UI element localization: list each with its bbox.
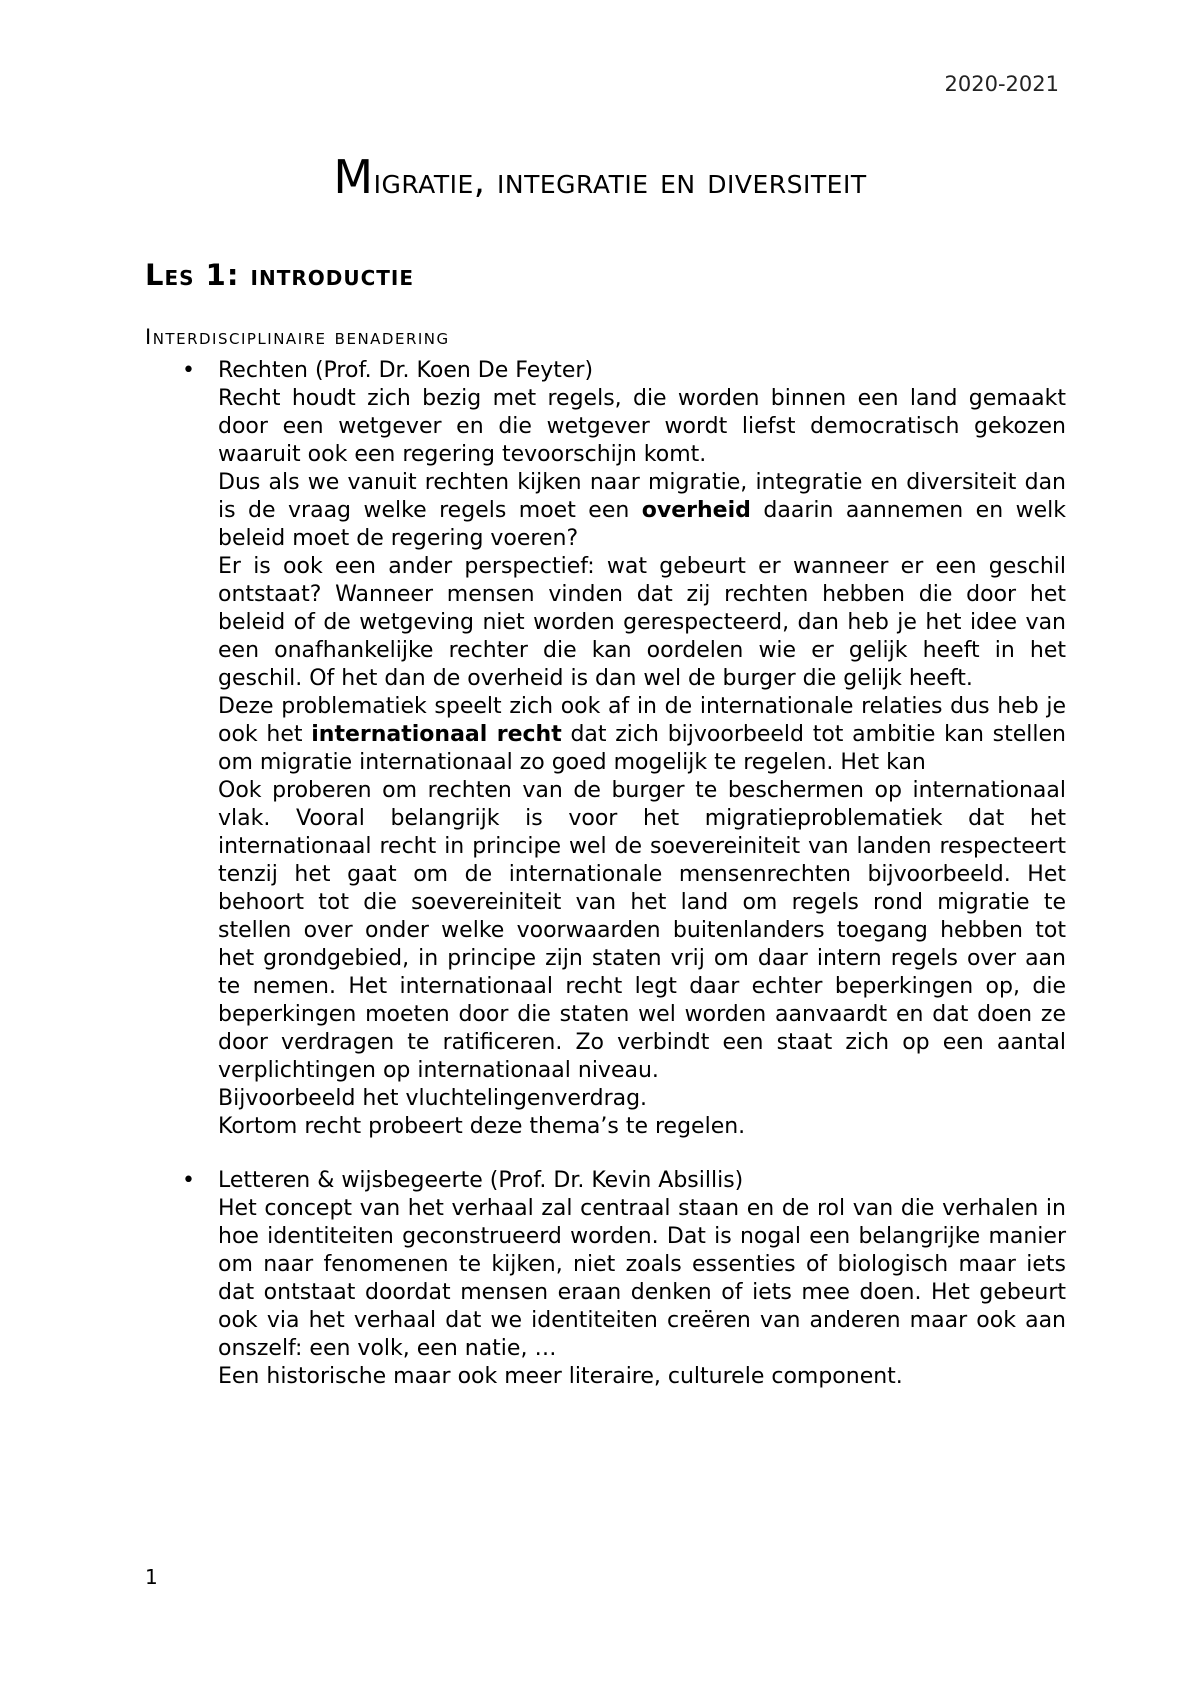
lesson-heading	[145, 258, 414, 292]
bullet-icon: •	[182, 358, 195, 383]
section-rest: nterdisciplinaire benadering	[152, 325, 450, 349]
bullet-icon: •	[182, 1168, 195, 1193]
paragraph: Er is ook een ander perspectief: wat gebeurt er wanneer er een geschil ontstaat? Wanneer mensen vinden dat zij rechten hebben die door het beleid of de wetgeving niet worden gerespecteerd, dan heb je het idee van een onafhankelijke rechter die kan oordelen wie er gelijk heeft in het geschil. Of het dan de overheid is dan wel de burger die gelijk heeft.	[218, 554, 1066, 691]
paragraph: Ook proberen om rechten van de burger te beschermen op internationaal vlak. Vooral belangrijk is voor het migratieproblematiek dat het internationaal recht in principe wel de soevereiniteit van landen respecteert tenzij het gaat om de internationale mensenrechten bijvoorbeeld. Het behoort tot die soevereiniteit van het land om regels rond migratie te stellen over onder welke voorwaarden buitenlanders toegang hebben tot het grondgebied, in principe zijn staten vrij om daar intern regels over aan te nemen. Het internationaal recht legt daar echter beperkingen op, die beperkingen moeten door die staten wel worden aanvaardt en dat doen ze door verdragen te ratificeren. Zo verbindt een staat zich op een aantal verplichtingen op internationaal niveau.	[218, 778, 1066, 1083]
title-rest: igratie, integratie en diversiteit	[373, 162, 867, 202]
title-initial: M	[333, 150, 374, 204]
text-run: daarin aannemen en welk beleid moet de regering voeren?	[218, 498, 1067, 551]
item-heading: Letteren & wijsbegeerte (Prof. Dr. Kevin Absillis)	[218, 1168, 744, 1193]
list-item-rechten	[180, 357, 1066, 1141]
section-heading	[145, 325, 450, 349]
lesson-initial: L	[145, 258, 165, 292]
section-initial: I	[145, 325, 153, 349]
page-number: 1	[145, 1565, 158, 1589]
paragraph: Kortom recht probeert deze thema’s te regelen.	[218, 1114, 746, 1139]
bullet-list	[180, 357, 1066, 1391]
lesson-rest: es 1: introductie	[164, 258, 415, 292]
paragraph: Een historische maar ook meer literaire, culturele component.	[218, 1364, 903, 1389]
paragraph: Recht houdt zich bezig met regels, die worden binnen een land gemaakt door een wetgever en die wetgever wordt liefst democratisch gekozen waaruit ook een regering tevoorschijn komt.	[218, 386, 1066, 467]
paragraph	[218, 469, 1066, 553]
text-run: Dus als we vanuit rechten kijken naar migratie, integratie en diversiteit dan is de vraag welke regels moet een	[218, 470, 1066, 523]
emphasis-internationaal-recht: internationaal recht	[311, 722, 562, 747]
item-heading: Rechten (Prof. Dr. Koen De Feyter)	[218, 358, 594, 383]
paragraph	[218, 693, 1066, 777]
text-run: Deze problematiek speelt zich ook af in de internationale relaties dus heb je ook het	[218, 694, 1066, 747]
document-title	[0, 150, 1200, 204]
paragraph: Bijvoorbeeld het vluchtelingenverdrag.	[218, 1086, 648, 1111]
document-body	[180, 357, 1066, 1391]
document-year: 2020-2021	[944, 72, 1059, 96]
emphasis-overheid: overheid	[641, 498, 751, 523]
paragraph: Het concept van het verhaal zal centraal staan en de rol van die verhalen in hoe identiteiten geconstrueerd worden. Dat is nogal een belangrijke manier om naar fenomenen te kijken, niet zoals essenties of biologisch maar iets dat ontstaat doordat mensen eraan denken of iets mee doen. Het gebeurt ook via het verhaal dat we identiteiten creëren van anderen maar ook aan onszelf: een volk, een natie, …	[218, 1196, 1066, 1361]
text-run: dat zich bijvoorbeeld tot ambitie kan stellen om migratie internationaal zo goed mogelijk te regelen. Het kan	[218, 722, 1067, 775]
list-item-letteren	[180, 1167, 1066, 1391]
